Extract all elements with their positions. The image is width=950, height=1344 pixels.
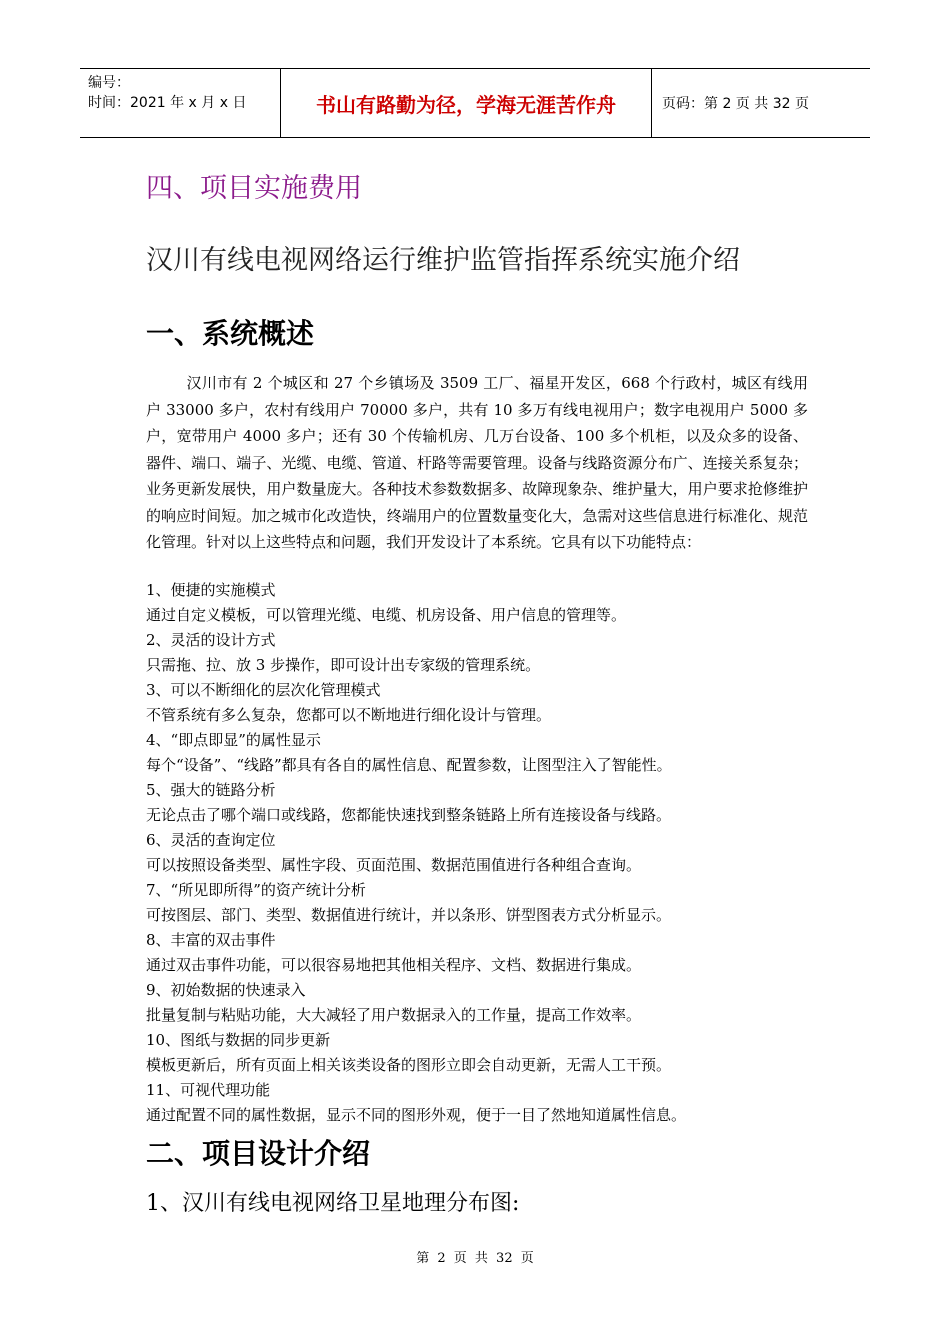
feature-title: 9、初始数据的快速录入	[146, 981, 306, 999]
feature-title: 10、图纸与数据的同步更新	[146, 1031, 331, 1049]
feature-description: 只需拖、拉、放 3 步操作，即可设计出专家级的管理系统。	[146, 656, 541, 674]
feature-description: 通过双击事件功能，可以很容易地把其他相关程序、文档、数据进行集成。	[146, 956, 642, 974]
feature-title: 7、“所见即所得”的资产统计分析	[146, 881, 366, 899]
header-left-cell	[80, 69, 280, 137]
page-footer: 第 2 页 共 32 页	[416, 1251, 534, 1266]
feature-title: 2、灵活的设计方式	[146, 631, 276, 649]
feature-description: 可以按照设备类型、属性字段、页面范围、数据范围值进行各种组合查询。	[146, 856, 642, 874]
intro-body	[146, 370, 808, 556]
section1-heading: 一、系统概述	[146, 317, 315, 350]
feature-title: 6、灵活的查询定位	[146, 831, 276, 849]
feature-title: 5、强大的链路分析	[146, 781, 276, 799]
document-title: 汉川有线电视网络运行维护监管指挥系统实施介绍	[146, 245, 740, 276]
header-page-info: 页码：第 2 页 共 32 页	[662, 96, 809, 112]
feature-title: 11、可视代理功能	[146, 1081, 271, 1099]
header-motto: 书山有路勤为径，学海无涯苦作舟	[280, 69, 652, 137]
feature-description: 通过自定义模板，可以管理光缆、电缆、机房设备、用户信息的管理等。	[146, 606, 627, 624]
section4-heading: 四、项目实施费用	[146, 173, 362, 204]
feature-description: 不管系统有多么复杂，您都可以不断地进行细化设计与管理。	[146, 706, 552, 724]
feature-title: 4、“即点即显”的属性显示	[146, 731, 321, 749]
section2-subheading: 1、汉川有线电视网络卫星地理分布图:	[146, 1191, 520, 1216]
section2-heading: 二、项目设计介绍	[146, 1137, 371, 1170]
feature-description: 每个“设备”、“线路”都具有各自的属性信息、配置参数，让图型注入了智能性。	[146, 756, 672, 774]
page-header	[80, 68, 870, 138]
number-label: 编号：	[88, 75, 130, 91]
intro-paragraph: 汉川市有 2 个城区和 27 个乡镇场及 3509 工厂、福星开发区，668 个行政村，城区有线用户 33000 多户，农村有线用户 70000 多户，共有 10 多万有线电视用户；数字电视用户 5000 多户，宽带用户 4000 多户；还有 30 个传输机房、几万台设备、100 多个机柜，以及众多的设备、器件、端口、端子、光缆、电缆、管道、杆路等需要管理。设备与线路资源分布广、连接关系复杂；业务更新发展快，用户数量庞大。各种技术参数数据多、故障现象杂、维护量大，用户要求抢修维护的响应时间短。加之城市化改造快，终端用户的位置数量变化大，急需对这些信息进行标准化、规范化管理。针对以上这些特点和问题，我们开发设计了本系统。它具有以下功能特点：	[146, 374, 808, 551]
date-label: 时间：2021 年 x 月 x 日	[88, 95, 247, 111]
feature-title: 3、可以不断细化的层次化管理模式	[146, 681, 381, 699]
feature-title: 8、丰富的双击事件	[146, 931, 276, 949]
feature-title: 1、便捷的实施模式	[146, 581, 276, 599]
feature-description: 通过配置不同的属性数据，显示不同的图形外观，便于一目了然地知道属性信息。	[146, 1106, 687, 1124]
feature-description: 可按图层、部门、类型、数据值进行统计，并以条形、饼型图表方式分析显示。	[146, 906, 672, 924]
feature-description: 批量复制与粘贴功能，大大减轻了用户数据录入的工作量，提高工作效率。	[146, 1006, 642, 1024]
feature-description: 模板更新后，所有页面上相关该类设备的图形立即会自动更新，无需人工干预。	[146, 1056, 672, 1074]
feature-list	[146, 578, 808, 1128]
feature-description: 无论点击了哪个端口或线路，您都能快速找到整条链路上所有连接设备与线路。	[146, 806, 672, 824]
